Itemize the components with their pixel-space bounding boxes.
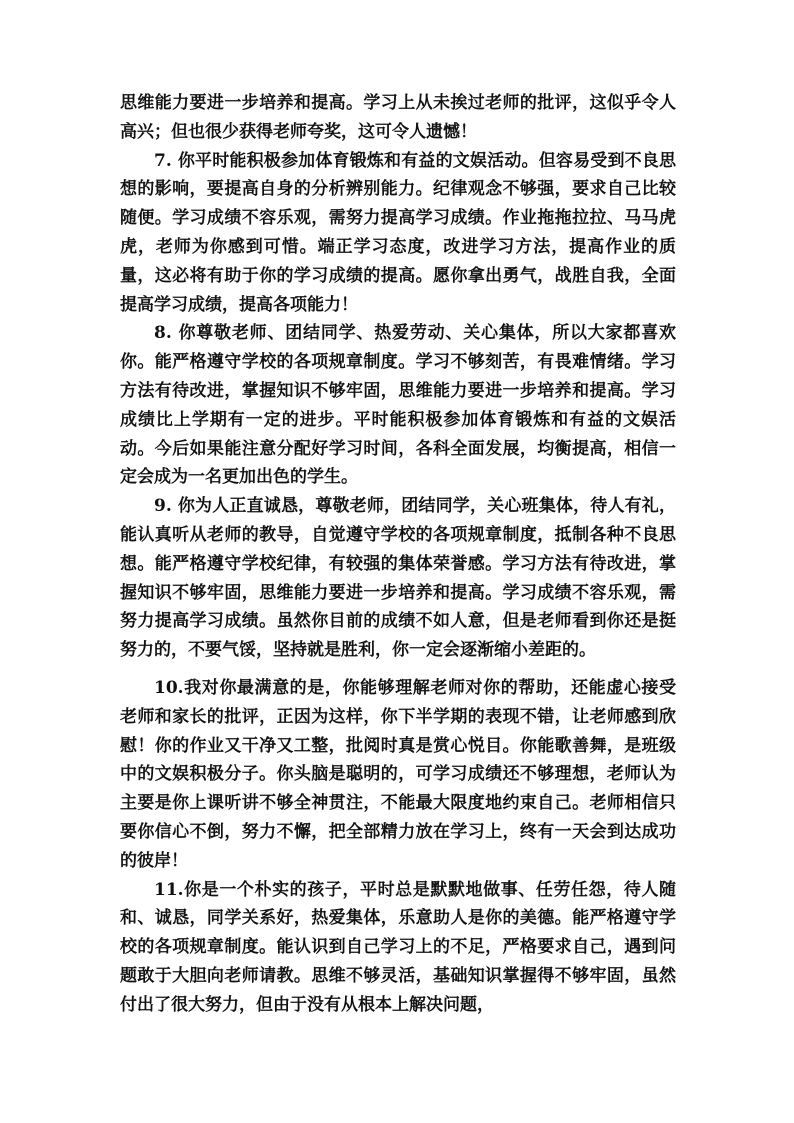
comment-item-9: 9. 你为人正直诚恳，尊敬老师，团结同学，关心班集体，待人有礼，能认真听从老师的教导，自觉遵守学校的各项规章制度，抵制各种不良思想。能严格遵守学校纪律，有较强的集体荣誉感。学习方法有待改进，掌握知识不够牢固，思维能力要进一步培养和提高。学习成绩不容乐观，需努力提高学习成绩。虽然你目前的成绩不如人意，但是老师看到你还是挺努力的，不要气馁，坚持就是胜利，你一定会逐渐缩小差距的。 (120, 496, 676, 661)
comment-item-10: 10.我对你最满意的是，你能够理解老师对你的帮助，还能虚心接受老师和家长的批评，正因为这样，你下半学期的表现不错，让老师感到欣慰！你的作业又干净又工整，批阅时真是赏心悦目。你能歌善舞，是班级中的文娱积极分子。你头脑是聪明的，可学习成绩还不够理想，老师认为主要是你上课听讲不够全神贯注，不能最大限度地约束自己。老师相信只要你信心不倒，努力不懈，把全部精力放在学习上，终有一天会到达成功的彼岸！ (120, 677, 676, 871)
continuation-paragraph: 思维能力要进一步培养和提高。学习上从未挨过老师的批评，这似乎令人高兴；但也很少获得老师夸奖，这可令人遗憾！ (120, 93, 676, 142)
comment-item-7: 7. 你平时能积极参加体育锻炼和有益的文娱活动。但容易受到不良思想的影响，要提高自身的分析辨别能力。纪律观念不够强，要求自己比较随便。学习成绩不容乐观，需努力提高学习成绩。作业拖拖拉拉、马马虎虎，老师为你感到可惜。端正学习态度，改进学习方法，提高作业的质量，这必将有助于你的学习成绩的提高。愿你拿出勇气，战胜自我，全面提高学习成绩，提高各项能力！ (120, 150, 676, 315)
document-page (120, 89, 676, 1020)
comment-item-8: 8. 你尊敬老师、团结同学、热爱劳动、关心集体，所以大家都喜欢你。能严格遵守学校的各项规章制度。学习不够刻苦，有畏难情绪。学习方法有待改进，掌握知识不够牢固，思维能力要进一步培养和提高。学习成绩比上学期有一定的进步。平时能积极参加体育锻炼和有益的文娱活动。今后如果能注意分配好学习时间，各科全面发展，均衡提高，相信一定会成为一名更加出色的学生。 (120, 323, 676, 488)
comment-item-11: 11.你是一个朴实的孩子，平时总是默默地做事、任劳任怨，待人随和、诚恳，同学关系好，热爱集体，乐意助人是你的美德。能严格遵守学校的各项规章制度。能认识到自己学习上的不足，严格要求自己，遇到问题敢于大胆向老师请教。思维不够灵活，基础知识掌握得不够牢固，虽然付出了很大努力，但由于没有从根本上解决问题， (120, 879, 676, 1015)
